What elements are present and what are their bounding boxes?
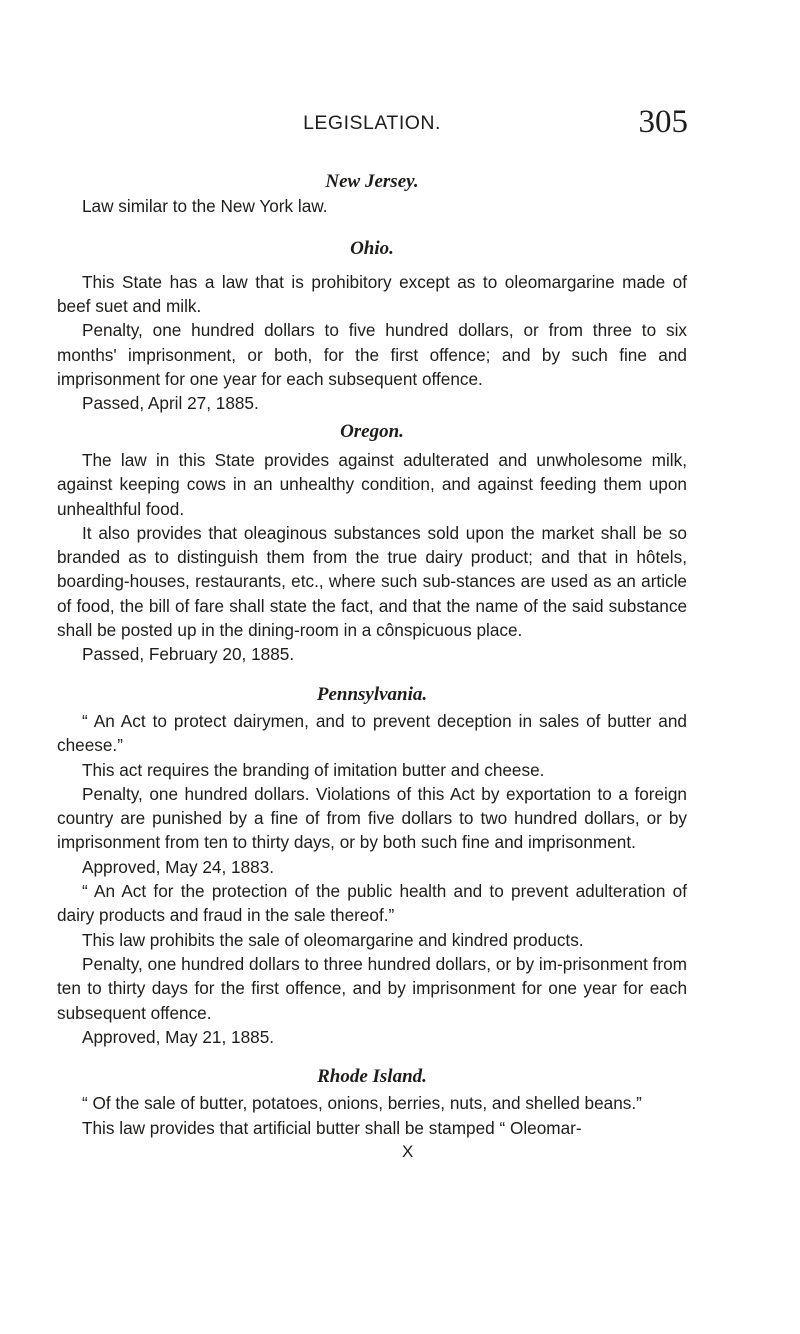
paragraph: This act requires the branding of imitation butter and cheese. [82,759,545,780]
paragraph: Approved, May 24, 1883. [82,856,275,877]
section-new-jersey [57,170,687,219]
paragraph: “ Of the sale of butter, potatoes, onions, berries, nuts, and shelled beans.” [82,1093,642,1114]
section-pennsylvania [57,683,687,1049]
section-title: Pennsylvania. [316,683,428,705]
section-ohio [57,237,687,416]
paragraph: Passed, February 20, 1885. [82,644,295,665]
paragraph: The law in this State provides against adulterated and unwholesome milk, against keeping cows in an unhealthy condition, and against feeding them upon unhealthful food. [57,449,687,519]
page-header [57,104,688,152]
signature-mark: X [402,1141,414,1161]
section-title: New Jersey. [325,171,419,192]
section-title: Oregon. [340,420,404,442]
running-head: LEGISLATION. [303,112,441,134]
paragraph: Penalty, one hundred dollars to three hundred dollars, or by im-prisonment from ten to thirty days for the first offence, and by imprisonment for one year for each subsequent offence. [57,953,687,1023]
section-rhode-island [57,1065,687,1140]
paragraph: This law prohibits the sale of oleomargarine and kindred products. [82,929,584,950]
section-title: Rhode Island. [317,1066,427,1088]
paragraph: Passed, April 27, 1885. [82,393,259,414]
paragraph: Penalty, one hundred dollars to five hundred dollars, or from three to six months' imprisonment, or both, for the first offence; and by such fine and imprisonment for one year for each subsequent offence. [57,320,687,390]
section-oregon [57,420,687,667]
paragraph: This law provides that artificial butter shall be stamped “ Oleomar- [82,1117,582,1138]
paragraph: Law similar to the New York law. [82,196,328,217]
paragraph: Approved, May 21, 1885. [82,1026,275,1047]
paragraph: “ An Act to protect dairymen, and to prevent deception in sales of butter and cheese.” [57,710,687,756]
paragraph: It also provides that oleaginous substances sold upon the market shall be so branded as to distinguish them from the true dairy product; and that in hôtels, boarding-houses, restaurants, etc., where such sub-stances are used as an article of food, the bill of fare shall state the fact, and that the name of the said substance shall be posted up in the dining-room in a cônspicuous place. [57,522,687,641]
page-number: 305 [638,104,688,140]
section-title: Ohio. [350,237,394,259]
page-body [57,170,687,1164]
paragraph: This State has a law that is prohibitory except as to oleomargarine made of beef suet and milk. [57,271,687,317]
paragraph: Penalty, one hundred dollars. Violations of this Act by exportation to a foreign country are punished by a fine of from five dollars to two hundred dollars, or by imprisonment from ten to thirty days, or by both such fine and imprisonment. [57,783,687,853]
paragraph: “ An Act for the protection of the public health and to prevent adulteration of dairy products and fraud in the sale thereof.” [57,881,687,926]
